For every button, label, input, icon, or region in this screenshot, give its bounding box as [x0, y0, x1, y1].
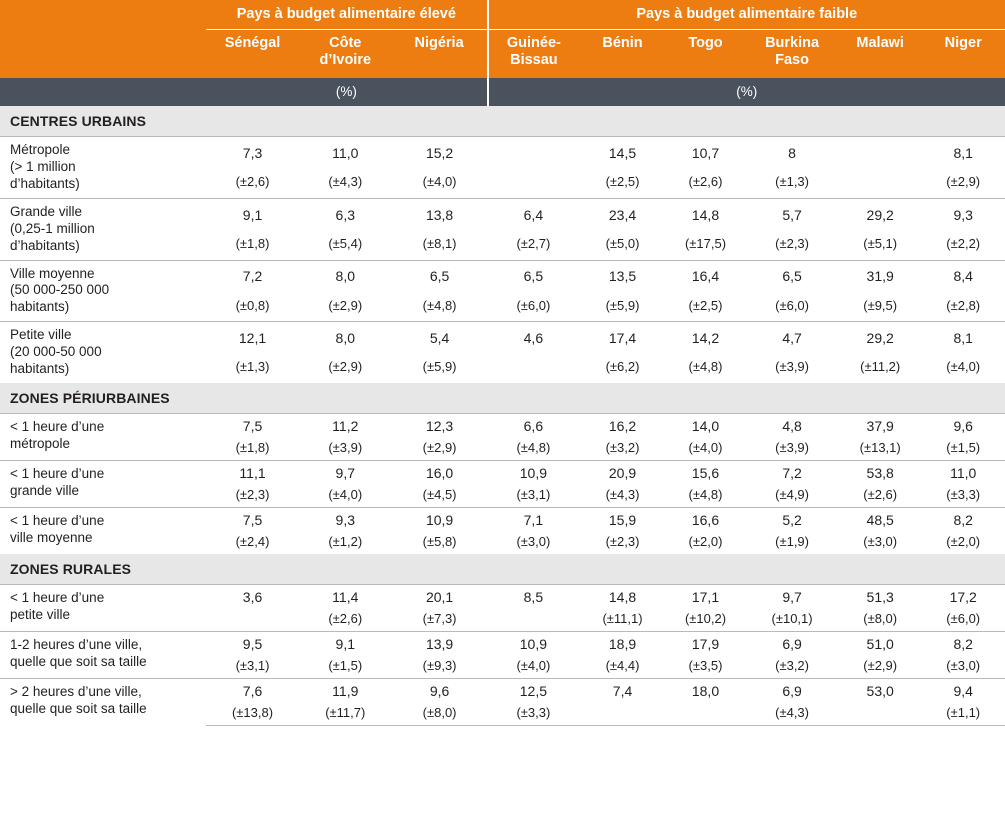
row-label: < 1 heure d’une métropole	[0, 413, 206, 460]
cell-margin-of-error: (±2,9)	[946, 174, 981, 190]
cell-margin-of-error: (±2,5)	[688, 297, 723, 313]
cell-value: 8,0	[299, 260, 392, 291]
cell-value: 6,5	[392, 260, 488, 291]
cell-margin-of-error: (±2,4)	[235, 533, 270, 549]
cell-value: 10,7	[666, 137, 745, 168]
cell-margin-of-error: (±4,0)	[328, 486, 363, 502]
cell-value: 6,9	[745, 678, 839, 702]
cell-margin-of-error: (±10,1)	[771, 610, 813, 626]
cell-margin-of-error: (±4,0)	[422, 174, 457, 190]
cell-value: 16,4	[666, 260, 745, 291]
cell-margin-of-error: (±3,2)	[775, 657, 809, 673]
cell-margin-of-error: (±3,0)	[863, 533, 898, 549]
cell-value: 18,9	[579, 631, 666, 655]
row-label: Ville moyenne (50 000-250 000 habitants)	[0, 260, 206, 322]
cell-margin-of-error: (±1,3)	[775, 174, 809, 190]
cell-value: 8,0	[299, 322, 392, 353]
cell-margin-of-error: (±2,6)	[235, 174, 270, 190]
row-label: < 1 heure d’une petite ville	[0, 584, 206, 631]
cell-margin-of-error: (±3,0)	[516, 533, 551, 549]
cell-margin-of-error: (±3,9)	[775, 359, 809, 375]
section-title: CENTRES URBAINS	[0, 106, 1005, 137]
cell-value: 15,2	[392, 137, 488, 168]
cell-value: 5,4	[392, 322, 488, 353]
cell-margin-of-error: (±3,0)	[946, 657, 981, 673]
cell-value: 7,6	[206, 678, 299, 702]
cell-margin-of-error: (±13,8)	[206, 702, 299, 726]
table-row	[0, 260, 1005, 291]
cell-margin-of-error: (±8,0)	[392, 702, 488, 726]
cell-margin-of-error: (±7,3)	[422, 610, 457, 626]
unit-label-left: (%)	[206, 78, 487, 106]
cell-value: 14,2	[666, 322, 745, 353]
cell-margin-of-error	[839, 702, 921, 726]
cell-margin-of-error: (±3,3)	[946, 486, 981, 502]
cell-value: 15,9	[579, 507, 666, 531]
cell-margin-of-error: (±2,0)	[688, 533, 723, 549]
cell-value: 5,7	[745, 198, 839, 229]
cell-value: 17,2	[921, 584, 1005, 608]
cell-margin-of-error: (±2,9)	[863, 657, 898, 673]
cell-value	[839, 137, 921, 168]
cell-margin-of-error: (±4,5)	[422, 486, 457, 502]
cell-margin-of-error: (±3,5)	[688, 657, 723, 673]
cell-margin-of-error: (±1,9)	[775, 533, 809, 549]
cell-margin-of-error: (±1,8)	[235, 235, 270, 251]
cell-value: 8,4	[921, 260, 1005, 291]
cell-margin-of-error	[488, 168, 580, 199]
table-row	[0, 631, 1005, 655]
cell-margin-of-error: (±2,9)	[328, 297, 363, 313]
cell-margin-of-error: (±5,8)	[422, 533, 457, 549]
row-label: > 2 heures d’une ville, quelle que soit sa taille	[0, 678, 206, 725]
cell-margin-of-error: (±2,6)	[688, 174, 723, 190]
header-group-row	[0, 0, 1005, 30]
cell-value: 8,2	[921, 507, 1005, 531]
cell-value: 8,5	[488, 584, 580, 608]
cell-margin-of-error	[488, 608, 580, 632]
cell-value: 9,1	[206, 198, 299, 229]
cell-margin-of-error	[839, 168, 921, 199]
cell-value: 3,6	[206, 584, 299, 608]
cell-margin-of-error: (±3,9)	[775, 439, 809, 455]
cell-value: 7,3	[206, 137, 299, 168]
table-row	[0, 584, 1005, 608]
cell-margin-of-error: (±6,0)	[775, 297, 809, 313]
cell-value: 48,5	[839, 507, 921, 531]
cell-margin-of-error: (±2,5)	[605, 174, 640, 190]
cell-value: 14,5	[579, 137, 666, 168]
cell-value: 8,2	[921, 631, 1005, 655]
cell-value: 8,1	[921, 322, 1005, 353]
cell-margin-of-error: (±0,8)	[235, 297, 270, 313]
cell-margin-of-error: (±5,0)	[605, 235, 640, 251]
table-row	[0, 460, 1005, 484]
cell-margin-of-error: (±2,3)	[235, 486, 270, 502]
cell-margin-of-error	[579, 702, 666, 726]
unit-corner-blank	[0, 78, 206, 106]
cell-value: 6,6	[488, 413, 580, 437]
unit-label-right: (%)	[488, 78, 1005, 106]
cell-margin-of-error: (±4,0)	[516, 657, 551, 673]
cell-value: 10,9	[488, 460, 580, 484]
cell-margin-of-error: (±3,9)	[328, 439, 363, 455]
cell-margin-of-error: (±2,3)	[775, 235, 809, 251]
header-country-niger: Niger	[921, 30, 1005, 79]
cell-value: 17,4	[579, 322, 666, 353]
cell-value: 11,0	[921, 460, 1005, 484]
cell-margin-of-error	[206, 608, 299, 632]
cell-value: 9,4	[921, 678, 1005, 702]
cell-margin-of-error: (±2,7)	[516, 235, 551, 251]
cell-value: 16,2	[579, 413, 666, 437]
cell-margin-of-error: (±4,8)	[688, 486, 723, 502]
cell-margin-of-error: (±11,7)	[299, 702, 392, 726]
cell-margin-of-error: (±9,5)	[863, 297, 898, 313]
cell-margin-of-error: (±4,8)	[422, 297, 457, 313]
cell-margin-of-error: (±5,4)	[328, 235, 363, 251]
cell-value: 17,1	[666, 584, 745, 608]
cell-margin-of-error: (±2,9)	[328, 359, 363, 375]
cell-margin-of-error: (±6,0)	[946, 610, 981, 626]
cell-value: 6,5	[745, 260, 839, 291]
cell-margin-of-error: (±4,9)	[775, 486, 809, 502]
cell-value: 9,7	[745, 584, 839, 608]
cell-value: 9,3	[299, 507, 392, 531]
row-label: Grande ville (0,25-1 million d’habitants)	[0, 198, 206, 260]
cell-value: 9,5	[206, 631, 299, 655]
cell-value: 13,8	[392, 198, 488, 229]
cell-value: 7,5	[206, 507, 299, 531]
cell-margin-of-error: (±6,2)	[605, 359, 640, 375]
cell-margin-of-error: (±13,1)	[859, 439, 901, 455]
cell-margin-of-error: (±2,0)	[946, 533, 981, 549]
cell-value: 8,1	[921, 137, 1005, 168]
cell-value: 4,8	[745, 413, 839, 437]
cell-value: 11,2	[299, 413, 392, 437]
cell-value: 11,1	[206, 460, 299, 484]
row-label: < 1 heure d’une grande ville	[0, 460, 206, 507]
cell-value: 20,9	[579, 460, 666, 484]
cell-margin-of-error: (±1,2)	[328, 533, 363, 549]
header-country-cote-divoire: Côte d’Ivoire	[299, 30, 392, 79]
row-label: Petite ville (20 000-50 000 habitants)	[0, 322, 206, 383]
cell-margin-of-error: (±2,2)	[946, 235, 981, 251]
cell-margin-of-error: (±4,8)	[516, 439, 551, 455]
cell-margin-of-error: (±4,3)	[605, 486, 640, 502]
cell-value: 29,2	[839, 322, 921, 353]
header-corner-blank	[0, 0, 206, 30]
row-label: 1-2 heures d’une ville, quelle que soit sa taille	[0, 631, 206, 678]
cell-value: 20,1	[392, 584, 488, 608]
header-country-malawi: Malawi	[839, 30, 921, 79]
cell-value: 10,9	[392, 507, 488, 531]
cell-margin-of-error: (±8,1)	[422, 235, 457, 251]
section-header-row	[0, 554, 1005, 585]
cell-value: 7,4	[579, 678, 666, 702]
cell-margin-of-error: (±5,9)	[422, 359, 457, 375]
cell-margin-of-error	[488, 353, 580, 383]
cell-margin-of-error: (±4,0)	[946, 359, 981, 375]
section-header-row	[0, 383, 1005, 414]
table-row	[0, 507, 1005, 531]
cell-margin-of-error: (±11,2)	[860, 359, 901, 375]
cell-value: 11,4	[299, 584, 392, 608]
cell-margin-of-error: (±4,8)	[688, 359, 723, 375]
cell-value: 7,2	[745, 460, 839, 484]
cell-margin-of-error: (±3,1)	[235, 657, 270, 673]
cell-margin-of-error: (±4,3)	[745, 702, 839, 726]
cell-margin-of-error: (±2,8)	[946, 297, 981, 313]
header-country-togo: Togo	[666, 30, 745, 79]
table-body	[0, 106, 1005, 725]
cell-value: 14,8	[666, 198, 745, 229]
cell-margin-of-error: (±3,3)	[488, 702, 580, 726]
cell-value: 6,5	[488, 260, 580, 291]
cell-margin-of-error: (±1,1)	[921, 702, 1005, 726]
cell-margin-of-error: (±2,6)	[328, 610, 363, 626]
cell-margin-of-error: (±1,5)	[946, 439, 981, 455]
cell-margin-of-error: (±2,6)	[863, 486, 898, 502]
cell-value: 51,3	[839, 584, 921, 608]
row-label: Métropole (> 1 million d’habitants)	[0, 137, 206, 199]
header-country-row	[0, 30, 1005, 79]
section-title: ZONES RURALES	[0, 554, 1005, 585]
table-header	[0, 0, 1005, 106]
cell-value: 10,9	[488, 631, 580, 655]
cell-margin-of-error: (±1,8)	[235, 439, 270, 455]
row-label: < 1 heure d’une ville moyenne	[0, 507, 206, 554]
cell-margin-of-error: (±11,1)	[602, 610, 643, 626]
header-country-guinee-bissau: Guinée- Bissau	[488, 30, 580, 79]
cell-value: 13,9	[392, 631, 488, 655]
header-country-nigeria: Nigéria	[392, 30, 488, 79]
header-country-burkina-faso: Burkina Faso	[745, 30, 839, 79]
section-header-row	[0, 106, 1005, 137]
cell-margin-of-error: (±4,3)	[328, 174, 363, 190]
cell-value: 8	[745, 137, 839, 168]
header-group-low-food-budget: Pays à budget alimentaire faible	[488, 0, 1005, 30]
cell-value: 7,1	[488, 507, 580, 531]
cell-margin-of-error: (±6,0)	[516, 297, 551, 313]
cell-margin-of-error: (±17,5)	[684, 235, 727, 251]
cell-value: 29,2	[839, 198, 921, 229]
cell-value: 11,0	[299, 137, 392, 168]
cell-value: 53,0	[839, 678, 921, 702]
cell-margin-of-error: (±9,3)	[422, 657, 457, 673]
cell-value: 6,3	[299, 198, 392, 229]
cell-margin-of-error: (±8,0)	[863, 610, 898, 626]
cell-value: 23,4	[579, 198, 666, 229]
header-unit-row	[0, 78, 1005, 106]
cell-value	[488, 137, 580, 168]
cell-margin-of-error	[666, 702, 745, 726]
cell-value: 51,0	[839, 631, 921, 655]
cell-value: 11,9	[299, 678, 392, 702]
cell-value: 9,7	[299, 460, 392, 484]
cell-margin-of-error: (±5,1)	[863, 235, 898, 251]
cell-margin-of-error: (±3,2)	[605, 439, 640, 455]
cell-value: 12,5	[488, 678, 580, 702]
header-country-senegal: Sénégal	[206, 30, 299, 79]
cell-margin-of-error: (±4,0)	[688, 439, 723, 455]
cell-value: 12,1	[206, 322, 299, 353]
table-row	[0, 413, 1005, 437]
cell-value: 31,9	[839, 260, 921, 291]
cell-value: 17,9	[666, 631, 745, 655]
cell-value: 37,9	[839, 413, 921, 437]
table-row	[0, 678, 1005, 702]
header-country-benin: Bénin	[579, 30, 666, 79]
cell-value: 7,2	[206, 260, 299, 291]
cell-value: 13,5	[579, 260, 666, 291]
cell-margin-of-error: (±2,3)	[605, 533, 640, 549]
cell-margin-of-error: (±1,5)	[328, 657, 363, 673]
cell-value: 18,0	[666, 678, 745, 702]
cell-margin-of-error: (±4,4)	[605, 657, 640, 673]
cell-value: 14,0	[666, 413, 745, 437]
cell-value: 4,7	[745, 322, 839, 353]
section-title: ZONES PÉRIURBAINES	[0, 383, 1005, 414]
cell-value: 4,6	[488, 322, 580, 353]
cell-value: 15,6	[666, 460, 745, 484]
cell-value: 5,2	[745, 507, 839, 531]
header-corner-blank-2	[0, 30, 206, 79]
cell-margin-of-error: (±2,9)	[422, 439, 457, 455]
cell-value: 7,5	[206, 413, 299, 437]
table-row	[0, 322, 1005, 353]
cell-value: 9,6	[392, 678, 488, 702]
table-row	[0, 137, 1005, 168]
table-row	[0, 198, 1005, 229]
cell-margin-of-error: (±10,2)	[684, 610, 727, 626]
cell-value: 16,6	[666, 507, 745, 531]
cell-value: 16,0	[392, 460, 488, 484]
cell-value: 6,4	[488, 198, 580, 229]
cell-margin-of-error: (±1,3)	[235, 359, 270, 375]
header-group-high-food-budget: Pays à budget alimentaire élevé	[206, 0, 487, 30]
cell-value: 6,9	[745, 631, 839, 655]
cell-value: 14,8	[579, 584, 666, 608]
cell-value: 9,1	[299, 631, 392, 655]
cell-margin-of-error: (±3,1)	[516, 486, 551, 502]
cell-value: 9,3	[921, 198, 1005, 229]
cell-value: 12,3	[392, 413, 488, 437]
cell-margin-of-error: (±5,9)	[605, 297, 640, 313]
cell-value: 53,8	[839, 460, 921, 484]
cell-value: 9,6	[921, 413, 1005, 437]
